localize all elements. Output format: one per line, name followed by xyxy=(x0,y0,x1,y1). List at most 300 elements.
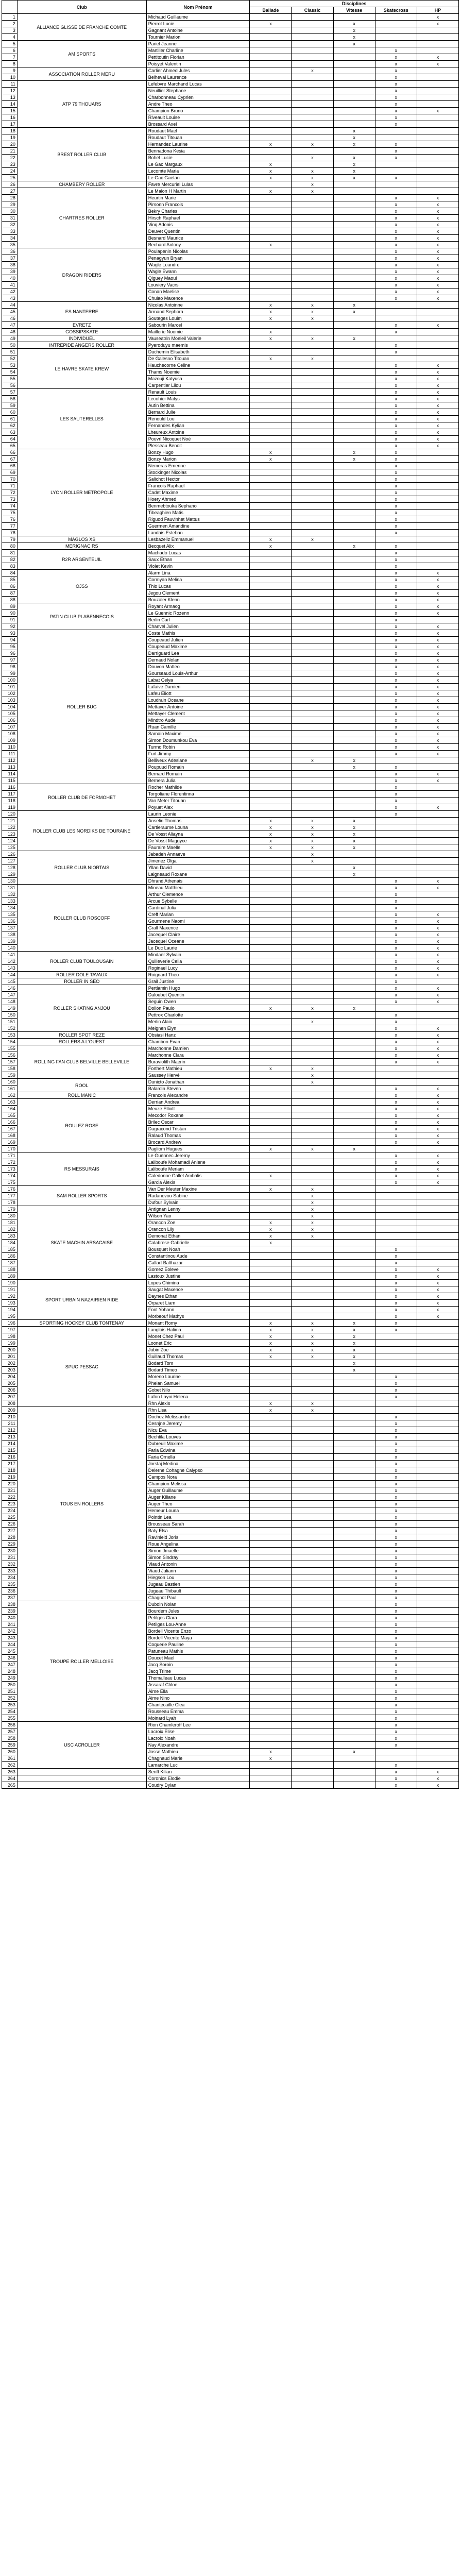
mark-classic: x xyxy=(292,188,333,195)
mark-ballade xyxy=(250,88,292,94)
participant-name: Arcue Sybelle xyxy=(146,898,250,905)
row-number: 227 xyxy=(2,1528,18,1534)
mark-skatecross xyxy=(375,1367,417,1374)
row-number: 107 xyxy=(2,724,18,731)
mark-skatecross: x xyxy=(375,503,417,510)
mark-hp: x xyxy=(417,195,458,201)
row-number: 119 xyxy=(2,804,18,811)
mark-hp xyxy=(417,1548,458,1554)
mark-classic xyxy=(292,429,333,436)
row-number: 219 xyxy=(2,1474,18,1481)
mark-classic: x xyxy=(292,1340,333,1347)
mark-classic: x xyxy=(292,831,333,838)
mark-classic xyxy=(292,1581,333,1588)
mark-classic xyxy=(292,717,333,724)
row-number: 214 xyxy=(2,1440,18,1447)
mark-skatecross xyxy=(375,1353,417,1360)
mark-ballade xyxy=(250,751,292,757)
mark-ballade xyxy=(250,349,292,355)
mark-ballade xyxy=(250,1601,292,1608)
mark-vitesse: x xyxy=(333,27,375,34)
mark-skatecross: x xyxy=(375,443,417,449)
row-number: 123 xyxy=(2,831,18,838)
mark-classic xyxy=(292,262,333,268)
mark-hp xyxy=(417,483,458,489)
participant-name: Bousquet Noah xyxy=(146,1246,250,1253)
mark-classic xyxy=(292,436,333,443)
row-number: 192 xyxy=(2,1293,18,1300)
mark-hp: x xyxy=(417,690,458,697)
mark-classic xyxy=(292,121,333,128)
row-number: 5 xyxy=(2,41,18,47)
mark-hp xyxy=(417,47,458,54)
mark-classic xyxy=(292,1280,333,1286)
mark-hp: x xyxy=(417,724,458,731)
row-number: 167 xyxy=(2,1126,18,1132)
mark-vitesse xyxy=(333,1668,375,1675)
mark-vitesse xyxy=(333,1414,375,1420)
mark-skatecross: x xyxy=(375,282,417,289)
row-number: 127 xyxy=(2,858,18,865)
table-row xyxy=(2,1601,459,1608)
club-cell: ROLLER CLUB TOULOUSAIN xyxy=(17,952,146,972)
table-row xyxy=(2,181,459,188)
mark-ballade xyxy=(250,1568,292,1574)
mark-ballade xyxy=(250,1280,292,1286)
mark-ballade xyxy=(250,590,292,597)
mark-skatecross: x xyxy=(375,376,417,382)
participant-name: Auger Guillaume xyxy=(146,1487,250,1494)
mark-ballade xyxy=(250,402,292,409)
row-number: 86 xyxy=(2,583,18,590)
participant-name: Poisyet Valentin xyxy=(146,61,250,67)
row-number: 82 xyxy=(2,556,18,563)
participant-name: De Vosst Maggyce xyxy=(146,838,250,844)
mark-ballade xyxy=(250,550,292,556)
mark-ballade xyxy=(250,255,292,262)
mark-skatecross xyxy=(375,1219,417,1226)
mark-ballade xyxy=(250,14,292,21)
row-number: 211 xyxy=(2,1420,18,1427)
mark-hp: x xyxy=(417,228,458,235)
mark-ballade xyxy=(250,1387,292,1394)
mark-hp: x xyxy=(417,1119,458,1126)
participant-name: Furt Jimmy xyxy=(146,751,250,757)
row-number: 122 xyxy=(2,824,18,831)
mark-skatecross: x xyxy=(375,1280,417,1286)
mark-classic: x xyxy=(292,536,333,543)
mark-ballade xyxy=(250,1132,292,1139)
mark-vitesse xyxy=(333,1253,375,1260)
mark-skatecross: x xyxy=(375,577,417,583)
mark-classic xyxy=(292,710,333,717)
row-number: 203 xyxy=(2,1367,18,1374)
mark-skatecross: x xyxy=(375,1762,417,1769)
mark-classic: x xyxy=(292,1219,333,1226)
table-row xyxy=(2,1775,459,1782)
mark-classic xyxy=(292,777,333,784)
mark-ballade xyxy=(250,1534,292,1541)
participant-name: Jugeau Thibault xyxy=(146,1588,250,1595)
mark-hp: x xyxy=(417,1059,458,1065)
mark-skatecross xyxy=(375,1206,417,1213)
mark-classic: x xyxy=(292,1327,333,1333)
club-cell: MERIGNAC RS xyxy=(17,543,146,550)
participant-name: Pettitoutin Florian xyxy=(146,54,250,61)
mark-ballade xyxy=(250,998,292,1005)
mark-hp: x xyxy=(417,322,458,329)
mark-skatecross: x xyxy=(375,463,417,469)
mark-classic xyxy=(292,282,333,289)
mark-skatecross: x xyxy=(375,998,417,1005)
participant-name: Constantinou Aude xyxy=(146,1253,250,1260)
table-body xyxy=(2,14,459,1789)
mark-hp xyxy=(417,1206,458,1213)
mark-classic xyxy=(292,811,333,818)
row-number: 143 xyxy=(2,965,18,972)
club-cell: ROLLING FAN CLUB BELVILLE BELLEVILLE xyxy=(17,1045,146,1079)
participant-name: Monant Romy xyxy=(146,1320,250,1327)
mark-vitesse xyxy=(333,1755,375,1762)
mark-ballade xyxy=(250,1199,292,1206)
mark-skatecross xyxy=(375,181,417,188)
participant-name: Renould Lou xyxy=(146,416,250,422)
participant-name: Jacequel Claire xyxy=(146,931,250,938)
mark-ballade: x xyxy=(250,309,292,315)
table-row xyxy=(2,349,459,355)
mark-ballade: x xyxy=(250,1065,292,1072)
participant-name: Maillerie Noomie xyxy=(146,329,250,335)
mark-vitesse xyxy=(333,1400,375,1407)
participant-name: Sabourin Marcel xyxy=(146,322,250,329)
mark-skatecross xyxy=(375,335,417,342)
mark-hp xyxy=(417,1621,458,1628)
mark-vitesse xyxy=(333,851,375,858)
mark-ballade xyxy=(250,262,292,268)
table-row xyxy=(2,322,459,329)
mark-vitesse xyxy=(333,1588,375,1595)
mark-classic xyxy=(292,1782,333,1789)
mark-skatecross: x xyxy=(375,664,417,670)
mark-classic xyxy=(292,1039,333,1045)
mark-classic xyxy=(292,134,333,141)
mark-ballade: x xyxy=(250,831,292,838)
mark-ballade xyxy=(250,1394,292,1400)
mark-ballade xyxy=(250,1447,292,1454)
mark-ballade xyxy=(250,925,292,931)
row-number: 257 xyxy=(2,1728,18,1735)
mark-ballade xyxy=(250,650,292,657)
mark-vitesse xyxy=(333,1219,375,1226)
mark-skatecross: x xyxy=(375,1032,417,1039)
participant-name: Mecodor Roxane xyxy=(146,1112,250,1119)
mark-classic: x xyxy=(292,1072,333,1079)
mark-vitesse xyxy=(333,791,375,798)
row-number: 62 xyxy=(2,422,18,429)
mark-vitesse xyxy=(333,1574,375,1581)
row-number: 232 xyxy=(2,1561,18,1568)
participant-name: Carlier Ahmed Jules xyxy=(146,67,250,74)
participant-name: Royant Armaog xyxy=(146,603,250,610)
mark-classic xyxy=(292,543,333,550)
mark-vitesse xyxy=(333,1079,375,1086)
mark-hp xyxy=(417,764,458,771)
mark-ballade xyxy=(250,1293,292,1300)
mark-vitesse xyxy=(333,1501,375,1507)
mark-skatecross: x xyxy=(375,1668,417,1675)
mark-vitesse xyxy=(333,1682,375,1688)
participant-name: Caledonne Gallet Ambalis xyxy=(146,1173,250,1179)
mark-vitesse xyxy=(333,248,375,255)
row-number: 225 xyxy=(2,1514,18,1521)
row-number: 11 xyxy=(2,81,18,88)
row-number: 32 xyxy=(2,222,18,228)
participant-name: Aime Ella xyxy=(146,1688,250,1695)
mark-skatecross: x xyxy=(375,1635,417,1641)
mark-classic xyxy=(292,985,333,992)
mark-ballade xyxy=(250,1019,292,1025)
participant-name: Mineau Matthieu xyxy=(146,885,250,891)
mark-hp: x xyxy=(417,208,458,215)
mark-hp: x xyxy=(417,650,458,657)
mark-classic: x xyxy=(292,818,333,824)
row-number: 190 xyxy=(2,1280,18,1286)
participant-name: Mazouji Katyusa xyxy=(146,376,250,382)
mark-ballade xyxy=(250,275,292,282)
mark-hp xyxy=(417,1340,458,1347)
table-header xyxy=(2,1,459,14)
row-number: 254 xyxy=(2,1708,18,1715)
mark-classic xyxy=(292,918,333,925)
mark-vitesse xyxy=(333,891,375,898)
participant-name: Salichot Hector xyxy=(146,476,250,483)
mark-ballade xyxy=(250,1307,292,1313)
mark-classic: x xyxy=(292,1193,333,1199)
row-number: 181 xyxy=(2,1219,18,1226)
mark-ballade: x xyxy=(250,1400,292,1407)
mark-classic xyxy=(292,1548,333,1554)
mark-ballade xyxy=(250,563,292,570)
mark-ballade xyxy=(250,114,292,121)
club-cell: INDIVIDUEL xyxy=(17,335,146,342)
mark-hp: x xyxy=(417,389,458,396)
mark-ballade xyxy=(250,1762,292,1769)
mark-vitesse xyxy=(333,1019,375,1025)
mark-hp xyxy=(417,1728,458,1735)
mark-ballade xyxy=(250,463,292,469)
mark-skatecross: x xyxy=(375,777,417,784)
participant-name: Coquerie Pauline xyxy=(146,1641,250,1648)
table-row xyxy=(2,1099,459,1106)
row-number: 35 xyxy=(2,242,18,248)
participant-name: Laliboufe Mohamadi Aniene xyxy=(146,1159,250,1166)
mark-ballade xyxy=(250,978,292,985)
mark-skatecross: x xyxy=(375,1769,417,1775)
mark-classic xyxy=(292,764,333,771)
mark-hp: x xyxy=(417,1300,458,1307)
table-row xyxy=(2,81,459,88)
mark-classic xyxy=(292,1615,333,1621)
mark-skatecross: x xyxy=(375,952,417,958)
row-number: 47 xyxy=(2,322,18,329)
mark-vitesse xyxy=(333,1615,375,1621)
mark-classic xyxy=(292,1266,333,1273)
table-row xyxy=(2,302,459,309)
club-cell: ROLLER CLUB DE FORMOHET xyxy=(17,784,146,811)
mark-ballade xyxy=(250,1655,292,1662)
row-number: 105 xyxy=(2,710,18,717)
mark-classic xyxy=(292,1574,333,1581)
mark-classic xyxy=(292,1775,333,1782)
mark-skatecross: x xyxy=(375,1715,417,1722)
mark-vitesse xyxy=(333,1467,375,1474)
table-row xyxy=(2,570,459,577)
mark-vitesse xyxy=(333,1695,375,1702)
row-number: 262 xyxy=(2,1762,18,1769)
mark-hp: x xyxy=(417,992,458,998)
mark-classic xyxy=(292,583,333,590)
mark-vitesse xyxy=(333,1072,375,1079)
participant-name: Roignard Theo xyxy=(146,972,250,978)
mark-skatecross: x xyxy=(375,1126,417,1132)
mark-hp xyxy=(417,27,458,34)
mark-skatecross: x xyxy=(375,597,417,603)
participant-name: Hoery Ahmed xyxy=(146,496,250,503)
mark-ballade: x xyxy=(250,1146,292,1153)
row-number: 30 xyxy=(2,208,18,215)
mark-ballade xyxy=(250,637,292,643)
participant-name: Balardin Steven xyxy=(146,1086,250,1092)
participant-name: Louviery Vacrs xyxy=(146,282,250,289)
mark-skatecross: x xyxy=(375,1300,417,1307)
mark-hp: x xyxy=(417,1307,458,1313)
mark-hp xyxy=(417,355,458,362)
mark-vitesse xyxy=(333,289,375,295)
mark-ballade: x xyxy=(250,188,292,195)
mark-vitesse xyxy=(333,1735,375,1742)
mark-vitesse xyxy=(333,54,375,61)
mark-ballade xyxy=(250,1715,292,1722)
mark-ballade xyxy=(250,1427,292,1434)
mark-ballade xyxy=(250,61,292,67)
mark-skatecross: x xyxy=(375,791,417,798)
row-number: 52 xyxy=(2,355,18,362)
row-number: 239 xyxy=(2,1608,18,1615)
mark-skatecross xyxy=(375,128,417,134)
row-number: 206 xyxy=(2,1387,18,1394)
mark-hp xyxy=(417,831,458,838)
mark-vitesse xyxy=(333,1688,375,1695)
mark-hp xyxy=(417,898,458,905)
mark-ballade xyxy=(250,690,292,697)
mark-ballade xyxy=(250,1554,292,1561)
participant-name: Coste Mathis xyxy=(146,630,250,637)
mark-hp xyxy=(417,349,458,355)
participant-name: Grall Maxence xyxy=(146,925,250,931)
mark-vitesse xyxy=(333,1675,375,1682)
mark-hp xyxy=(417,1407,458,1414)
participant-name: Favre Mercuriel Lulas xyxy=(146,181,250,188)
mark-ballade xyxy=(250,1273,292,1280)
mark-ballade: x xyxy=(250,536,292,543)
mark-skatecross: x xyxy=(375,985,417,992)
mark-vitesse xyxy=(333,503,375,510)
mark-skatecross xyxy=(375,1340,417,1347)
participant-name: Van Meter Titouan xyxy=(146,798,250,804)
mark-classic xyxy=(292,724,333,731)
mark-skatecross: x xyxy=(375,1414,417,1420)
mark-ballade: x xyxy=(250,1340,292,1347)
mark-vitesse xyxy=(333,523,375,530)
participant-name: Petilges Lou-Anne xyxy=(146,1621,250,1628)
mark-vitesse xyxy=(333,1273,375,1280)
mark-skatecross: x xyxy=(375,1641,417,1648)
row-number: 207 xyxy=(2,1394,18,1400)
mark-classic: x xyxy=(292,302,333,309)
mark-vitesse xyxy=(333,222,375,228)
mark-hp: x xyxy=(417,985,458,992)
mark-vitesse xyxy=(333,1307,375,1313)
club-cell: SPUC PESSAC xyxy=(17,1327,146,1407)
mark-classic xyxy=(292,1487,333,1494)
row-number: 37 xyxy=(2,255,18,262)
mark-ballade xyxy=(250,155,292,161)
participant-name: Meuze Elliott xyxy=(146,1106,250,1112)
mark-ballade xyxy=(250,27,292,34)
mark-vitesse xyxy=(333,610,375,617)
participant-name: Alarm Lina xyxy=(146,570,250,577)
mark-classic: x xyxy=(292,1407,333,1414)
row-number: 228 xyxy=(2,1534,18,1541)
mark-classic xyxy=(292,556,333,563)
participant-name: Jacq Trime xyxy=(146,1668,250,1675)
mark-classic: x xyxy=(292,168,333,175)
row-number: 25 xyxy=(2,175,18,181)
participant-name: Francois Alexandre xyxy=(146,1092,250,1099)
mark-ballade xyxy=(250,1079,292,1086)
participant-name: Bouzaler Klenn xyxy=(146,597,250,603)
mark-skatecross: x xyxy=(375,1313,417,1320)
mark-ballade xyxy=(250,436,292,443)
mark-skatecross: x xyxy=(375,1039,417,1045)
mark-classic xyxy=(292,1494,333,1501)
participant-name: Dhrand Athenais xyxy=(146,878,250,885)
row-number: 79 xyxy=(2,536,18,543)
mark-vitesse xyxy=(333,94,375,101)
mark-ballade xyxy=(250,469,292,476)
mark-vitesse xyxy=(333,1621,375,1628)
row-number: 145 xyxy=(2,978,18,985)
mark-vitesse: x xyxy=(333,302,375,309)
row-number: 168 xyxy=(2,1132,18,1139)
mark-skatecross: x xyxy=(375,1662,417,1668)
mark-skatecross: x xyxy=(375,1387,417,1394)
row-number: 100 xyxy=(2,677,18,684)
mark-classic xyxy=(292,731,333,737)
mark-vitesse xyxy=(333,1528,375,1534)
participant-name: Hiegson Lou xyxy=(146,1574,250,1581)
participant-name: Auger Theo xyxy=(146,1501,250,1507)
mark-classic xyxy=(292,677,333,684)
mark-ballade xyxy=(250,1608,292,1615)
row-number: 186 xyxy=(2,1253,18,1260)
row-number: 113 xyxy=(2,764,18,771)
mark-skatecross: x xyxy=(375,222,417,228)
row-number: 149 xyxy=(2,1005,18,1012)
mark-vitesse xyxy=(333,1548,375,1554)
mark-vitesse: x xyxy=(333,844,375,851)
row-number: 128 xyxy=(2,865,18,871)
